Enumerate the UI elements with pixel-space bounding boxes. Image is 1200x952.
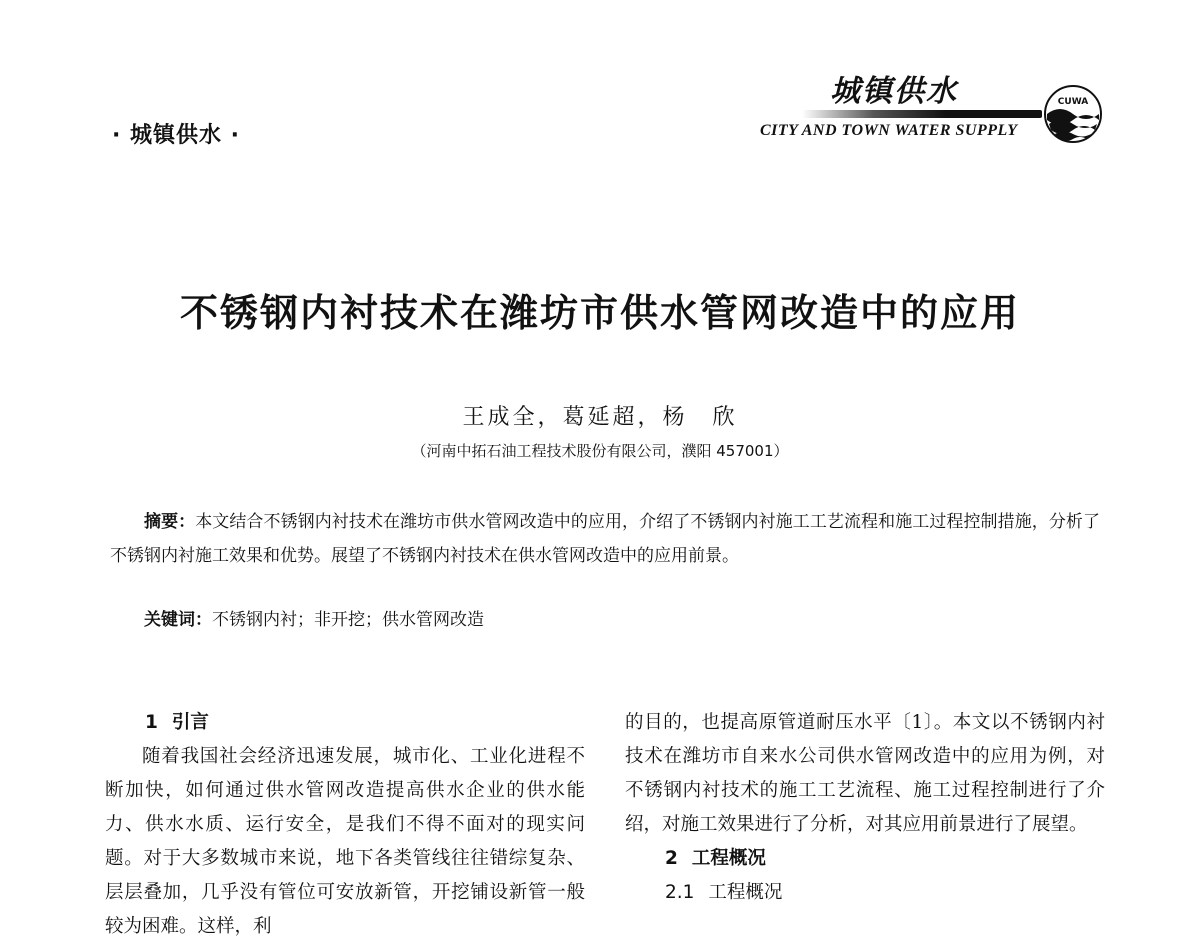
article-affiliation: （河南中拓石油工程技术股份有限公司，濮阳 457001） <box>411 442 789 460</box>
article-authors: 王成全，葛延超，杨 欣 <box>462 405 738 430</box>
logo-chinese-script: 城镇供水 <box>830 74 958 109</box>
section-heading-2: 2 工程概况 <box>665 848 766 869</box>
body-column-right <box>625 706 1105 910</box>
section1-paragraph: 随着我国社会经济迅速发展，城市化、工业化进程不断加快，如何通过供水管网改造提高供水企业的供水能力、供水水质、运行安全，是我们不得不面对的现实问题。对于大多数城市来说，地下各类管线往往错综复杂、层层叠加，几乎没有管位可安放新管，开挖铺设新管一般较为困难。这样，利 <box>105 746 585 937</box>
section-heading-1: 1 引言 <box>145 712 209 733</box>
body-column-left <box>105 706 585 944</box>
cuwa-emblem-icon <box>1043 84 1103 144</box>
abstract-label: 摘要： <box>144 512 196 532</box>
keywords-text: 不锈钢内衬；非开挖；供水管网改造 <box>212 610 484 630</box>
logo-divider <box>802 110 1042 118</box>
article-title: 不锈钢内衬技术在潍坊市供水管网改造中的应用 <box>179 290 1020 335</box>
abstract <box>110 505 1100 573</box>
section-heading-2-1: 2.1 工程概况 <box>665 882 783 903</box>
keywords <box>144 605 484 630</box>
logo-english-title: CITY AND TOWN WATER SUPPLY <box>760 122 1018 139</box>
journal-logo <box>760 62 1105 157</box>
right-paragraph: 的目的，也提高原管道耐压水平〔1〕。本文以不锈钢内衬技术在潍坊市自来水公司供水管网改造中的应用为例，对不锈钢内衬技术的施工工艺流程、施工过程控制进行了介绍，对施工效果进行了分析，对其应用前景进行了展望。 <box>625 712 1105 835</box>
abstract-text: 本文结合不锈钢内衬技术在潍坊市供水管网改造中的应用，介绍了不锈钢内衬施工工艺流程和施工过程控制措施，分析了不锈钢内衬施工效果和优势。展望了不锈钢内衬技术在供水管网改造中的应用前景。 <box>110 512 1100 566</box>
keywords-label: 关键词： <box>144 610 212 630</box>
journal-column-label: · 城镇供水 · <box>112 123 241 148</box>
emblem-text: CUWA <box>1057 97 1089 107</box>
